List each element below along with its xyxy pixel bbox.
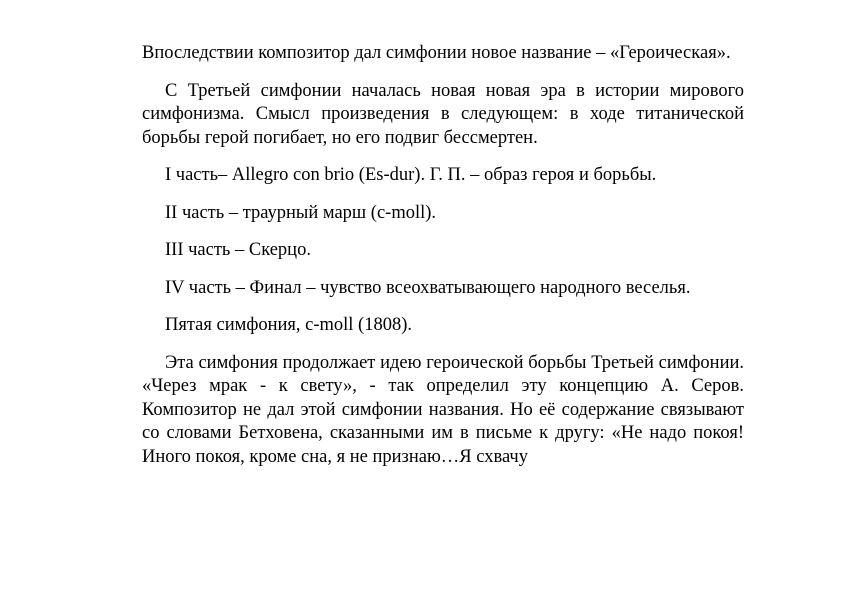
paragraph-part-one: I часть– Allegro con brio (Es-dur). Г. П. – образ героя и борьбы. bbox=[165, 165, 657, 185]
paragraph-fifth-symphony-heading: Пятая симфония, c-moll (1808). bbox=[165, 315, 413, 335]
paragraph-part-two: II часть – траурный марш (c-moll). bbox=[165, 202, 437, 223]
paragraph-heroic-name: Впоследствии композитор дал симфонии новое название – «Героическая». bbox=[142, 43, 731, 63]
paragraph-fifth-symphony-text: Эта симфония продолжает идею героической борьбы Третьей симфонии. «Через мрак - к свету», - так определил эту концепцию А. Серов. Композитор не дал этой симфонии названия. Но её содержание связывают со словами Бетховена, сказанными им в письме к другу: «Не надо покоя! Иного покоя, кроме сна, я не признаю…Я схвачу bbox=[142, 352, 744, 467]
document-page bbox=[142, 42, 744, 469]
paragraph-third-symphony: С Третьей симфонии началась новая новая эра в истории мирового симфонизма. Смысл произведения в следующем: в ходе титанической борьбы герой погибает, но его подвиг бессмертен. bbox=[142, 80, 744, 148]
paragraph-part-three: III часть – Скерцо. bbox=[165, 240, 311, 260]
paragraph-part-four: IV часть – Финал – чувство всеохватывающего народного веселья. bbox=[165, 277, 691, 298]
